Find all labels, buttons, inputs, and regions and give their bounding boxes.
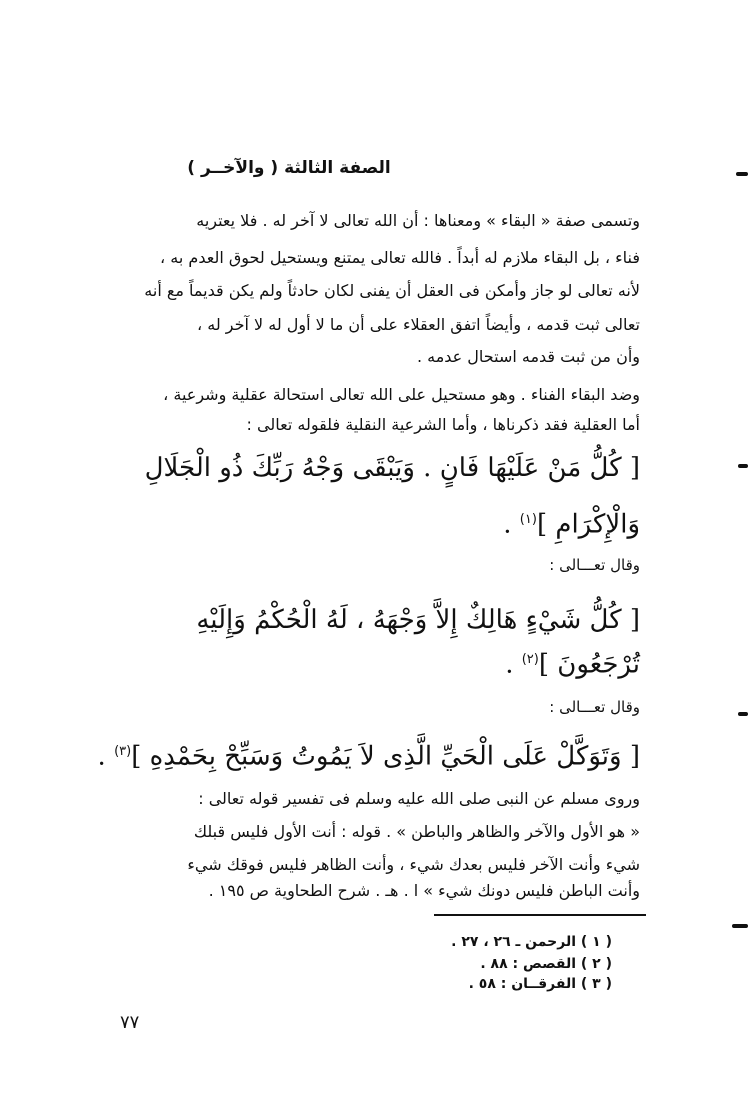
page-number: ٧٧ <box>120 1012 140 1033</box>
body-line: أما العقلية فقد ذكرناها ، وأما الشرعية النقلية فلقوله تعالى : <box>246 415 640 434</box>
body-line: لأنه تعالى لو جاز وأمكن فى العقل أن يفنى لكان حادثاً ولم يكن قديماً مع أنه <box>144 281 640 300</box>
body-line: فناء ، بل البقاء ملازم له أبداً . فالله تعالى يمتنع ويستحيل لحوق العدم به ، <box>160 248 640 267</box>
quran-verse-line: [ كُلُّ مَنْ عَلَيْهَا فَانٍ . وَيَبْقَى وَجْهُ رَبِّكَ ذُو الْجَلَالِ <box>144 453 640 483</box>
footnote: ( ٣ ) الفرقــان : ٥٨ . <box>468 976 612 992</box>
body-line: « هو الأول والآخر والظاهر والباطن » . قوله : أنت الأول فليس قبلك <box>193 822 640 841</box>
quran-verse-line: [ كُلُّ شَيْءٍ هَالِكٌ إِلاَّ وَجْهَهُ ، لَهُ الْحُكْمُ وَإِلَيْهِ <box>196 605 640 635</box>
body-line: وأن من ثبت قدمه استحال عدمه . <box>416 347 640 366</box>
footnote-ref: (١) <box>519 512 537 527</box>
quran-verse-line: [ وَتَوَكَّلْ عَلَى الْحَيِّ الَّذِى لاَ يَمُوتُ وَسَبِّحْ بِحَمْدِهِ ]$^{(٣)}$ . <box>97 741 640 772</box>
body-line: وأنت الباطن فليس دونك شيء » ا . هـ . شرح الطحاوية ص ١٩٥ . <box>208 881 640 900</box>
footnote-ref: (٣) <box>114 744 132 759</box>
body-line: وروى مسلم عن النبى صلى الله عليه وسلم فى تفسير قوله تعالى : <box>198 789 640 808</box>
body-line: وتسمى صفة « البقاء » ومعناها : أن الله تعالى لا آخر له . فلا يعتريه <box>196 211 640 230</box>
verse-text: وَالْإِكْرَامِ ] <box>536 509 640 540</box>
edge-mark <box>738 464 748 468</box>
quran-verse-line: تُرْجَعُونَ ]$^{(٢)}$ . <box>505 649 640 680</box>
verse-caption: وقال تعـــالى : <box>549 556 640 574</box>
footnote: ( ١ ) الرحمن ـ ٢٦ ، ٢٧ . <box>451 934 612 950</box>
verse-text: [ وَتَوَكَّلْ عَلَى الْحَيِّ الَّذِى لاَ يَمُوتُ وَسَبِّحْ بِحَمْدِهِ ] <box>131 741 640 772</box>
body-line: شيء وأنت الآخر فليس بعدك شيء ، وأنت الظاهر فليس فوقك شيء <box>187 855 640 874</box>
footnote-divider <box>434 914 646 916</box>
quran-verse-line: وَالْإِكْرَامِ ]$^{(١)}$ . <box>503 509 640 540</box>
edge-mark <box>732 924 748 928</box>
body-line: وضد البقاء الفناء . وهو مستحيل على الله تعالى استحالة عقلية وشرعية ، <box>163 385 640 404</box>
footnote-ref: (٢) <box>521 652 539 667</box>
body-line: تعالى ثبت قدمه ، وأيضاً اتفق العقلاء على أن ما لا أول له لا آخر له ، <box>197 315 640 334</box>
verse-caption: وقال تعـــالى : <box>549 698 640 716</box>
section-title: الصفة الثالثة ( والآخــر ) <box>187 158 391 178</box>
verse-text: تُرْجَعُونَ ] <box>538 649 640 680</box>
footnote: ( ٢ ) القصص : ٨٨ . <box>480 956 612 972</box>
edge-mark <box>738 712 748 716</box>
edge-mark <box>736 172 748 176</box>
